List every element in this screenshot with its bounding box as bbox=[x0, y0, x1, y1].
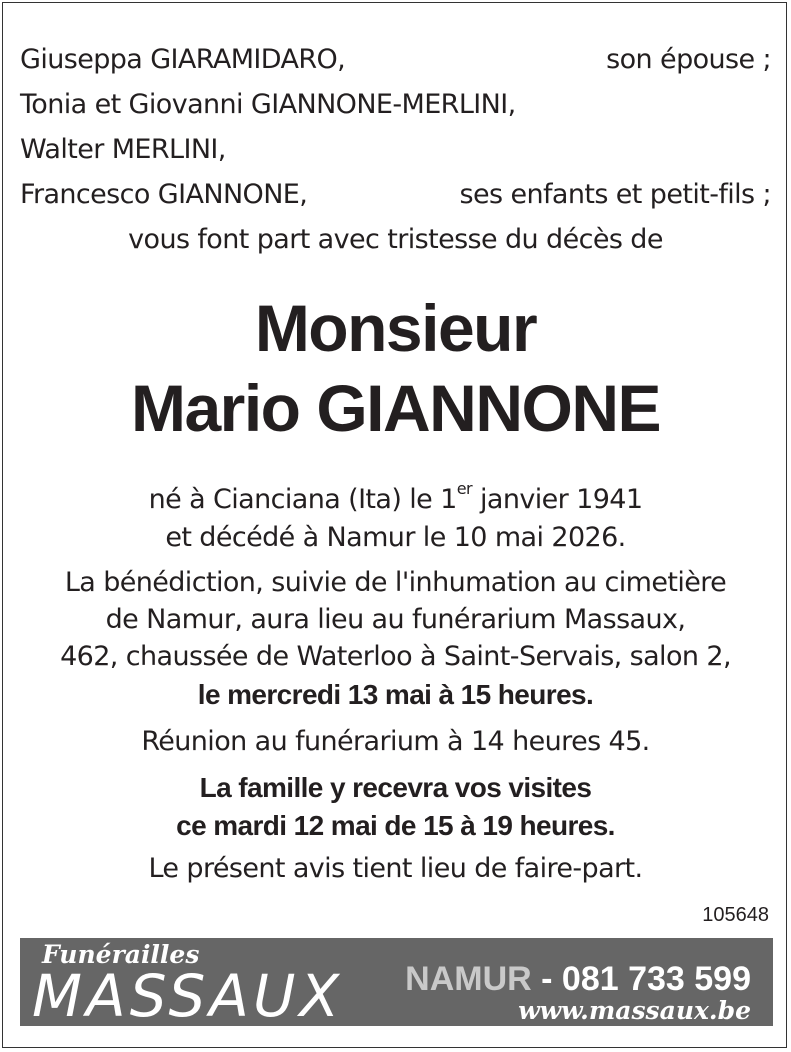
website-link: www.massaux.be bbox=[518, 996, 751, 1025]
phone-line bbox=[405, 960, 751, 999]
ceremony-line-2: de Namur, aura lieu au funérarium Massaux, bbox=[105, 604, 686, 635]
city-label: NAMUR bbox=[405, 960, 532, 998]
deceased-name: Mario GIANNONE bbox=[130, 371, 661, 445]
family-relation-children: ses enfants et petit-fils ; bbox=[459, 179, 771, 210]
family-line-walter: Walter MERLINI, bbox=[20, 134, 226, 165]
death-line: et décédé à Namur le 10 mai 2026. bbox=[165, 522, 626, 553]
birth-text: né à Cianciana (Ita) le 1 bbox=[148, 484, 457, 515]
ceremony-line-3: 462, chaussée de Waterloo à Saint-Servais, salon 2, bbox=[60, 641, 731, 672]
reference-number: 105648 bbox=[702, 904, 769, 926]
birth-line bbox=[0, 479, 791, 515]
notice-line: Le présent avis tient lieu de faire-part. bbox=[148, 853, 643, 884]
ceremony-date: le mercredi 13 mai à 15 heures. bbox=[197, 679, 594, 710]
deceased-title: Monsieur bbox=[254, 291, 537, 365]
announcement-line: vous font part avec tristesse du décès de bbox=[128, 224, 663, 255]
visits-line-1: La famille y recevra vos visites bbox=[199, 772, 592, 803]
family-line-grandson: Francesco GIANNONE, bbox=[20, 179, 308, 210]
family-line-spouse: Giuseppa GIARAMIDARO, bbox=[20, 44, 346, 75]
visits-line-2: ce mardi 12 mai de 15 à 19 heures. bbox=[176, 810, 615, 841]
phone-number: 081 733 599 bbox=[561, 960, 751, 998]
family-relation-spouse: son épouse ; bbox=[606, 44, 771, 75]
birth-ordinal: er bbox=[456, 479, 472, 498]
family-line-children: Tonia et Giovanni GIANNONE-MERLINI, bbox=[20, 89, 516, 120]
birth-date: janvier 1941 bbox=[472, 484, 643, 515]
funerailles-label: Funérailles bbox=[42, 940, 200, 969]
brand-logo: MASSAUX bbox=[32, 962, 344, 1030]
funeral-home-banner bbox=[20, 938, 773, 1030]
ceremony-line-1: La bénédiction, suivie de l'inhumation au cimetière bbox=[64, 567, 727, 598]
separator: - bbox=[531, 960, 562, 998]
reunion-line: Réunion au funérarium à 14 heures 45. bbox=[141, 726, 650, 757]
